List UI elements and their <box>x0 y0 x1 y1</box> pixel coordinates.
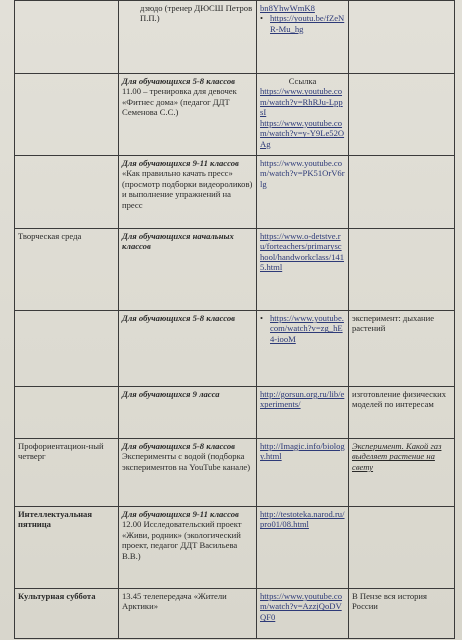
day-cell <box>15 1 119 74</box>
day-cell <box>15 507 119 589</box>
video-link[interactable]: bn8YhwWmK8 <box>260 3 315 13</box>
grade-label: Для обучающихся 9 ласса <box>122 389 220 399</box>
note-text: эксперимент: дыхание растений <box>352 313 435 334</box>
activity-cell <box>119 156 257 229</box>
note-cell <box>349 311 455 387</box>
link-cell <box>257 74 349 156</box>
video-link[interactable]: https://www.youtube.com/watch?v=RhRJu-LppsI <box>260 86 343 118</box>
grade-label: Для обучающихся 9-11 классов <box>122 509 239 519</box>
link-cell <box>257 387 349 439</box>
note-cell <box>349 229 455 311</box>
table-row <box>15 1 455 74</box>
list-item <box>260 13 345 34</box>
note-cell <box>349 439 455 507</box>
web-link[interactable]: http://gorsun.org.ru/lib/experiments/ <box>260 389 345 410</box>
web-link[interactable]: http://testoteka.narod.ru/pro01/08.html <box>260 509 345 530</box>
activity-cell <box>119 507 257 589</box>
grade-label: Для обучающихся начальных классов <box>122 231 234 252</box>
activity-text: 13.45 телепередача «Жители Арктики» <box>122 591 227 612</box>
grade-label: Для обучающихся 5-8 классов <box>122 76 236 86</box>
link-cell <box>257 229 349 311</box>
day-cell <box>15 589 119 639</box>
table-row <box>15 156 455 229</box>
activity-cell <box>119 589 257 639</box>
table-row <box>15 311 455 387</box>
video-link[interactable]: https://www.youtube.com/watch?v=AzzjQoDVQF0 <box>260 591 343 622</box>
table-row <box>15 507 455 589</box>
day-label: Профориентацион-ный четверг <box>18 441 104 462</box>
day-label: Культурная суббота <box>18 591 96 601</box>
note-text: изготовление физических моделей по интересам <box>352 389 447 410</box>
note-text: В Пензе вся история России <box>352 591 427 612</box>
activity-text: «Как правильно качать пресс» (просмотр подборки видеороликов) и выполнение упражнений на пресс <box>122 168 253 210</box>
day-cell <box>15 439 119 507</box>
activity-text: Эксперименты с водой (подборка экспериментов на YouTube канале) <box>122 451 251 472</box>
activity-cell <box>119 439 257 507</box>
web-link[interactable]: http://Imagic.info/biology.html <box>260 441 345 462</box>
note-text: Эксперимент. Какой газ выделяет растение на свету <box>352 441 442 472</box>
activity-cell <box>119 387 257 439</box>
schedule-table <box>14 0 455 639</box>
video-link[interactable]: https://youtu.be/fZeNR-Mu_hg <box>270 13 345 34</box>
link-cell <box>257 589 349 639</box>
activity-cell <box>119 1 257 74</box>
day-label: Творческая среда <box>18 231 82 241</box>
day-label: Интеллектуальная пятница <box>18 509 93 530</box>
day-cell <box>15 74 119 156</box>
video-link[interactable]: https://www.youtube.com/watch?v=PK51OrV6rlg <box>260 158 345 189</box>
video-link[interactable]: https://www.youtube.com/watch?v=y-Y9Le52OAg <box>260 117 345 149</box>
list-item <box>260 313 345 344</box>
note-cell <box>349 387 455 439</box>
link-cell <box>257 507 349 589</box>
day-cell <box>15 311 119 387</box>
note-cell <box>349 1 455 74</box>
note-cell <box>349 156 455 229</box>
activity-cell <box>119 311 257 387</box>
link-cell <box>257 1 349 74</box>
grade-label: Для обучающихся 9-11 классов <box>122 158 239 168</box>
day-cell <box>15 387 119 439</box>
note-cell <box>349 589 455 639</box>
web-link[interactable]: https://www.o-detstve.ru/forteachers/primaryschool/handworkclass/1415.html <box>260 231 345 273</box>
video-link[interactable]: https://www.youtube.com/watch?v=zg_hE4-iooM <box>270 313 344 344</box>
link-cell <box>257 439 349 507</box>
bullet-icon: • <box>260 313 264 323</box>
grade-label: Для обучающихся 5-8 классов <box>122 313 236 323</box>
day-cell <box>15 229 119 311</box>
bullet-icon: • <box>260 13 264 24</box>
day-cell <box>15 156 119 229</box>
table-row <box>15 229 455 311</box>
grade-label: Для обучающихся 5-8 классов <box>122 441 236 451</box>
table-row <box>15 589 455 639</box>
table-row <box>15 74 455 156</box>
activity-text: 12.00 Исследовательский проект «Живи, родник» (экологический проект, педагог ДДТ Васильева В.В.) <box>122 519 242 561</box>
note-cell <box>349 507 455 589</box>
activity-text: 11.00 – тренировка для девочек «Фитнес дома» (педагог ДДТ Семенова С.С.) <box>122 86 237 118</box>
activity-cell <box>119 74 257 156</box>
link-cell <box>257 311 349 387</box>
note-cell <box>349 74 455 156</box>
link-cell <box>257 156 349 229</box>
activity-cell <box>119 229 257 311</box>
table-row <box>15 387 455 439</box>
table-row <box>15 439 455 507</box>
link-label: Ссылка <box>288 76 317 86</box>
activity-text: дзюдо (тренер ДЮСШ Петров П.П.) <box>140 3 253 24</box>
